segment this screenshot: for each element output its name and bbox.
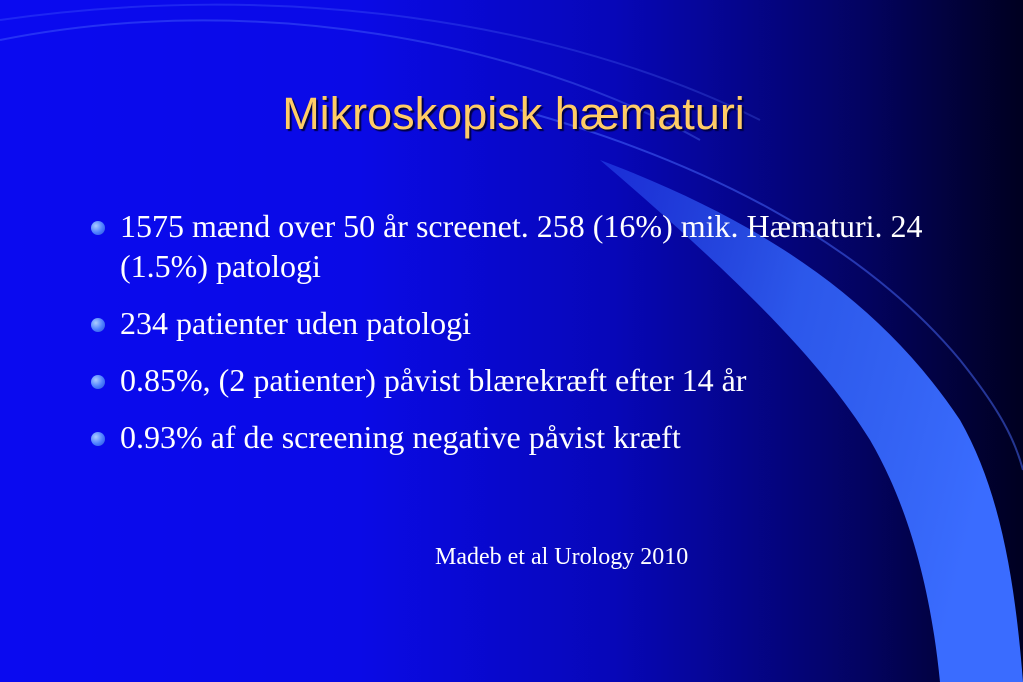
bullet-text: 0.93% af de screening negative påvist kræft — [120, 419, 681, 455]
bullet-text: 234 patienter uden patologi — [120, 305, 472, 341]
bullet-list — [88, 206, 948, 474]
bullet-item — [88, 360, 948, 400]
bullet-item — [88, 303, 948, 343]
bullet-text: 1575 mænd over 50 år screenet. 258 (16%) mik. Hæmaturi. 24 (1.5%) patologi — [120, 208, 923, 284]
bullet-item — [88, 206, 948, 286]
citation: Madeb et al Urology 2010 — [435, 544, 689, 570]
slide-title: Mikroskopisk hæmaturi — [282, 88, 745, 139]
bullet-dot-icon — [91, 432, 105, 446]
bullet-dot-icon — [91, 375, 105, 389]
bullet-dot-icon — [91, 221, 105, 235]
bullet-dot-icon — [91, 318, 105, 332]
bullet-text: 0.85%, (2 patienter) påvist blærekræft efter 14 år — [120, 362, 747, 398]
bullet-item — [88, 417, 948, 457]
